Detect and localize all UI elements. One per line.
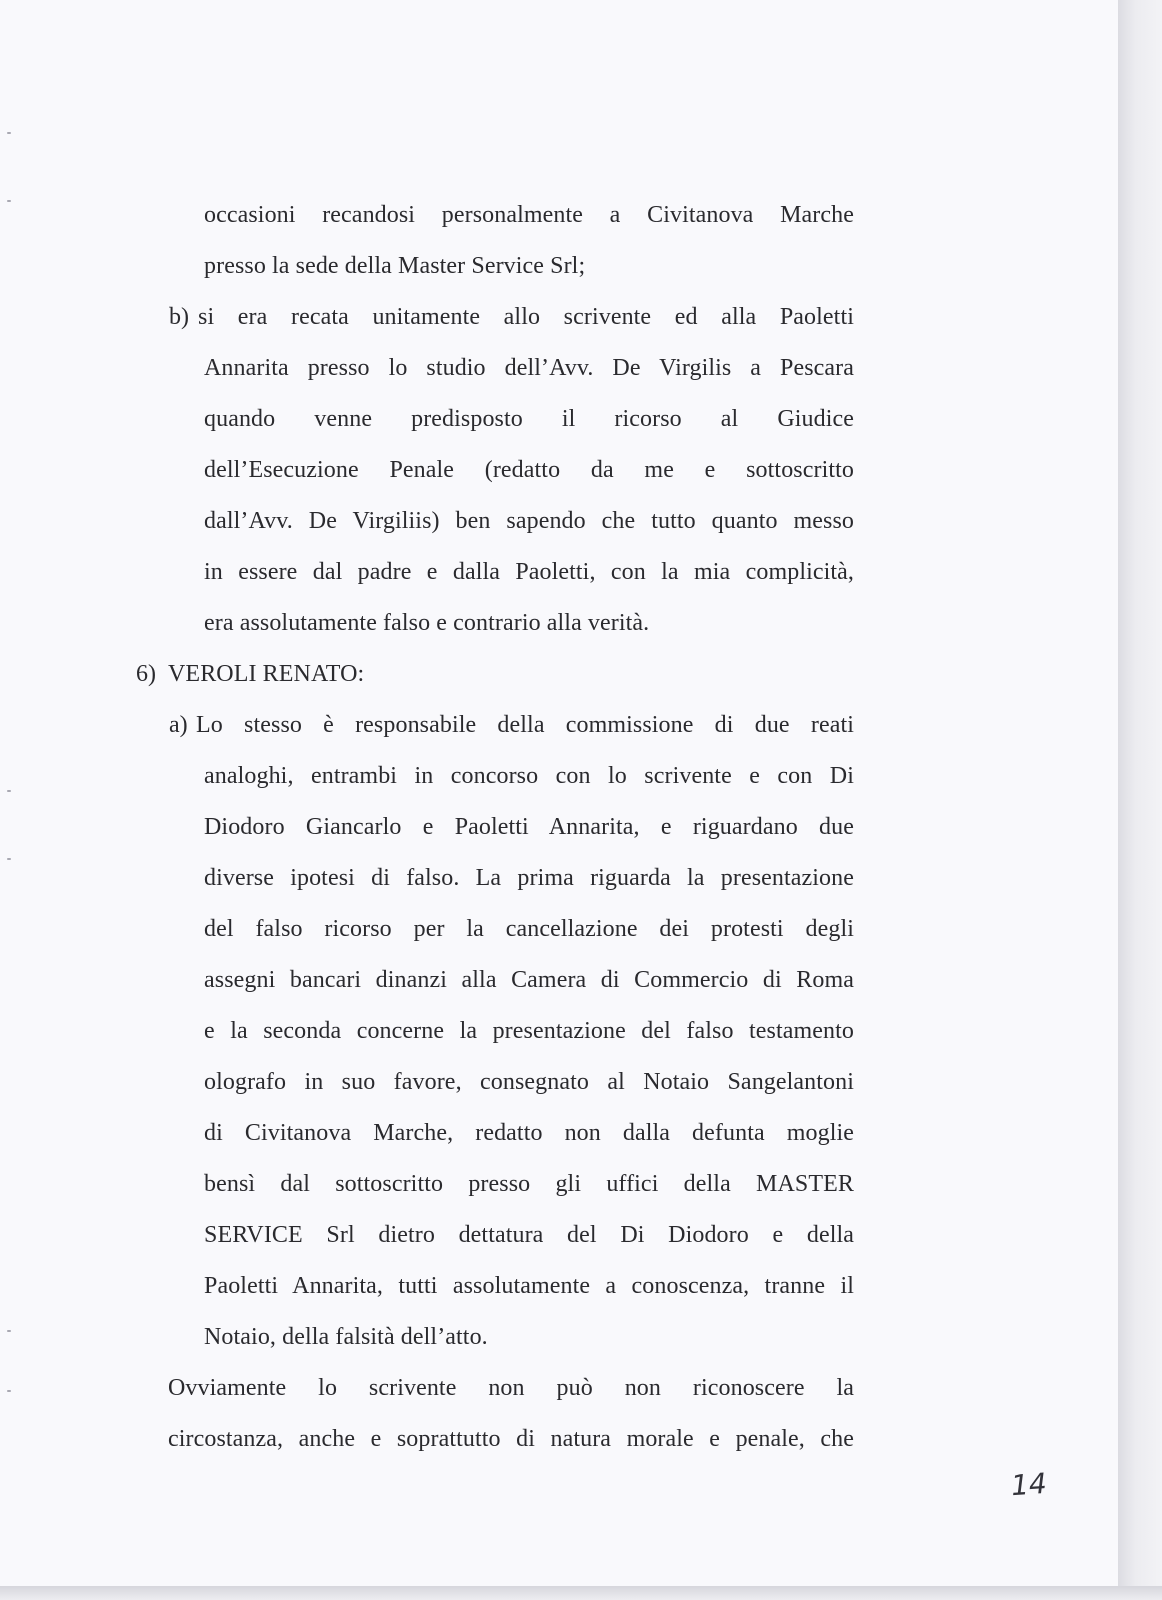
text-line: bensì dal sottoscritto presso gli uffici della MASTER [204, 1171, 854, 1197]
binder-hole-mark [7, 132, 11, 134]
text-line: del falso ricorso per la cancellazione dei protesti degli [204, 916, 854, 942]
binder-hole-mark [7, 858, 11, 860]
binder-hole-mark [7, 200, 11, 202]
text-line: e la seconda concerne la presentazione del falso testamento [204, 1018, 854, 1044]
text-line: Diodoro Giancarlo e Paoletti Annarita, e riguardano due [204, 814, 854, 840]
page-edge-shadow [1118, 0, 1162, 1600]
text-line: Annarita presso lo studio dell’Avv. De Virgilis a Pescara [204, 355, 854, 381]
binder-hole-mark [7, 790, 11, 792]
text-line: Notaio, della falsità dell’atto. [204, 1324, 488, 1350]
list-marker-b: b) [169, 304, 189, 330]
page-number: 14 [1009, 1466, 1048, 1503]
text-line: in essere dal padre e dalla Paoletti, con la mia complicità, [204, 559, 854, 585]
text-line: diverse ipotesi di falso. La prima riguarda la presentazione [204, 865, 854, 891]
text-line: olografo in suo favore, consegnato al Notaio Sangelantoni [204, 1069, 854, 1095]
text-line: occasioni recandosi personalmente a Civitanova Marche [204, 202, 854, 228]
page-edge-shadow [0, 1586, 1162, 1600]
text-line: Paoletti Annarita, tutti assolutamente a conoscenza, tranne il [204, 1273, 854, 1299]
text-line: circostanza, anche e soprattutto di natura morale e penale, che [168, 1426, 854, 1452]
text-line: dall’Avv. De Virgiliis) ben sapendo che tutto quanto messo [204, 508, 854, 534]
text-line: di Civitanova Marche, redatto non dalla defunta moglie [204, 1120, 854, 1146]
text-line: assegni bancari dinanzi alla Camera di Commercio di Roma [204, 967, 854, 993]
binder-hole-mark [7, 1390, 11, 1392]
text-line: analoghi, entrambi in concorso con lo scrivente e con Di [204, 763, 854, 789]
list-marker-a: a) [169, 712, 188, 738]
text-line: era assolutamente falso e contrario alla verità. [204, 610, 650, 636]
text-line: Lo stesso è responsabile della commissione di due reati [196, 712, 854, 738]
text-line: si era recata unitamente allo scrivente ed alla Paoletti [198, 304, 854, 330]
text-line: dell’Esecuzione Penale (redatto da me e sottoscritto [204, 457, 854, 483]
section-heading: VEROLI RENATO: [168, 661, 365, 687]
list-marker-6: 6) [136, 661, 156, 687]
text-line: Ovviamente lo scrivente non può non riconoscere la [168, 1375, 854, 1401]
binder-hole-mark [7, 1330, 11, 1332]
text-line: SERVICE Srl dietro dettatura del Di Diodoro e della [204, 1222, 854, 1248]
text-line: quando venne predisposto il ricorso al Giudice [204, 406, 854, 432]
text-line: presso la sede della Master Service Srl; [204, 253, 586, 279]
